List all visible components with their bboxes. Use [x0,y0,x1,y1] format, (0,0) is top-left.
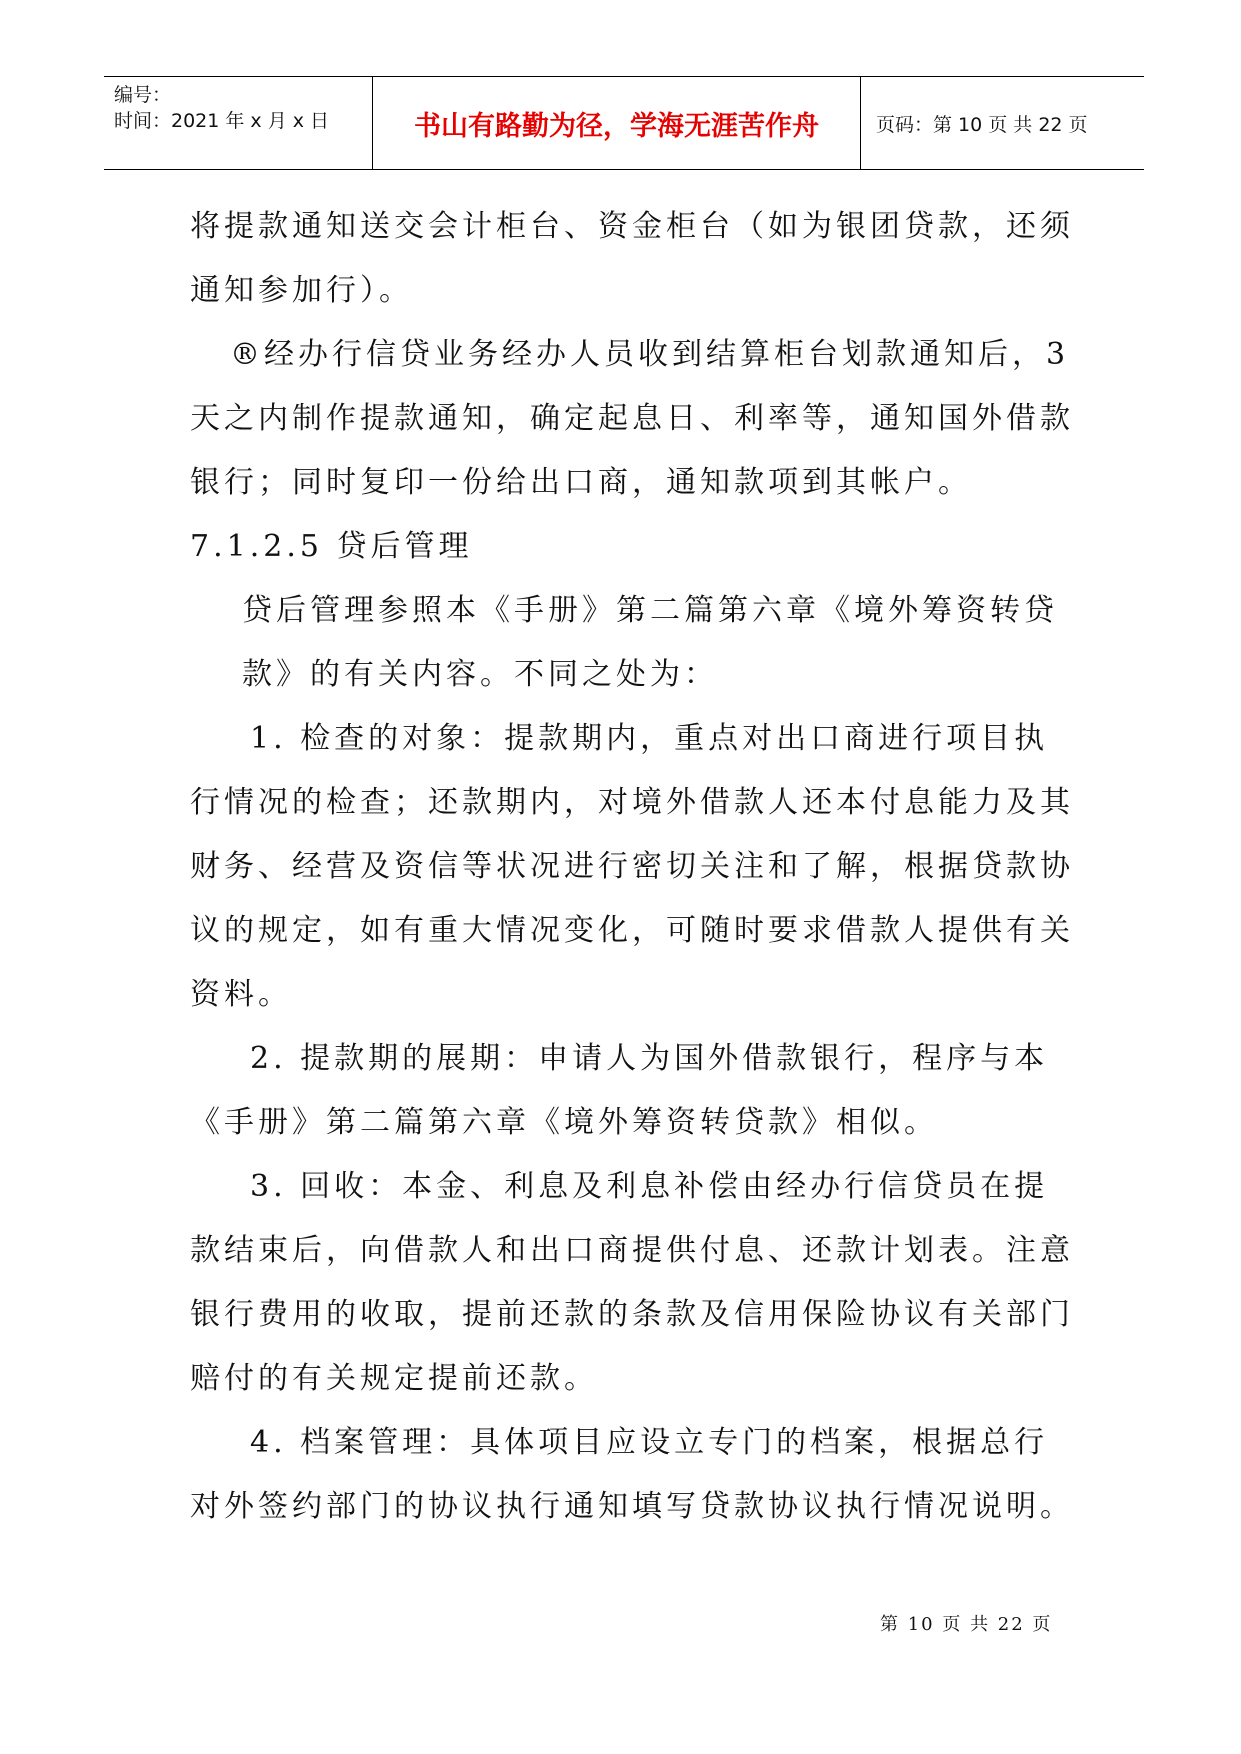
body-line: 4. 档案管理：具体项目应设立专门的档案，根据总行 [250,1425,1049,1460]
header-number-label: 编号： [114,84,172,106]
body-line: 财务、经营及资信等状况进行密切关注和了解，根据贷款协 [190,849,1074,884]
body-line: 将提款通知送交会计柜台、资金柜台（如为银团贷款，还须 [190,209,1074,244]
body-line: 行情况的检查；还款期内，对境外借款人还本付息能力及其 [190,785,1074,820]
header-time-label: 时间：2021 年 x 月 x 日 [114,110,330,132]
header-meta [114,82,329,134]
page-footer: 第 10 页 共 22 页 [880,1614,1053,1635]
body-line: ®经办行信贷业务经办人员收到结算柜台划款通知后，3 [230,337,1070,372]
body-line: 1. 检查的对象：提款期内，重点对出口商进行项目执 [250,721,1049,756]
body-line: 资料。 [190,977,292,1012]
body-line: 天之内制作提款通知，确定起息日、利率等，通知国外借款 [190,401,1074,436]
body-line: 2. 提款期的展期：申请人为国外借款银行，程序与本 [250,1041,1049,1076]
body-line: 贷后管理参照本《手册》第二篇第六章《境外筹资转贷 [242,593,1058,628]
body-line: 议的规定，如有重大情况变化，可随时要求借款人提供有关 [190,913,1074,948]
page-header [104,76,1144,170]
body-line: 款》的有关内容。不同之处为： [242,657,718,692]
body-line: 款结束后，向借款人和出口商提供付息、还款计划表。注意 [190,1233,1074,1268]
body-line: 对外签约部门的协议执行通知填写贷款协议执行情况说明。 [190,1489,1074,1524]
body-line: 通知参加行）。 [190,273,413,308]
section-heading: 7.1.2.5 贷后管理 [190,529,473,564]
header-motto: 书山有路勤为径，学海无涯苦作舟 [414,110,819,142]
body-line: 赔付的有关规定提前还款。 [190,1361,598,1396]
header-page-info: 页码：第 10 页 共 22 页 [876,113,1088,136]
body-line: 3. 回收：本金、利息及利息补偿由经办行信贷员在提 [250,1169,1049,1204]
header-divider-right [860,76,861,170]
document-body [190,195,1074,1539]
body-line: 《手册》第二篇第六章《境外筹资转贷款》相似。 [190,1105,938,1140]
body-line: 银行费用的收取，提前还款的条款及信用保险协议有关部门 [190,1297,1074,1332]
body-line: 银行；同时复印一份给出口商，通知款项到其帐户。 [190,465,972,500]
